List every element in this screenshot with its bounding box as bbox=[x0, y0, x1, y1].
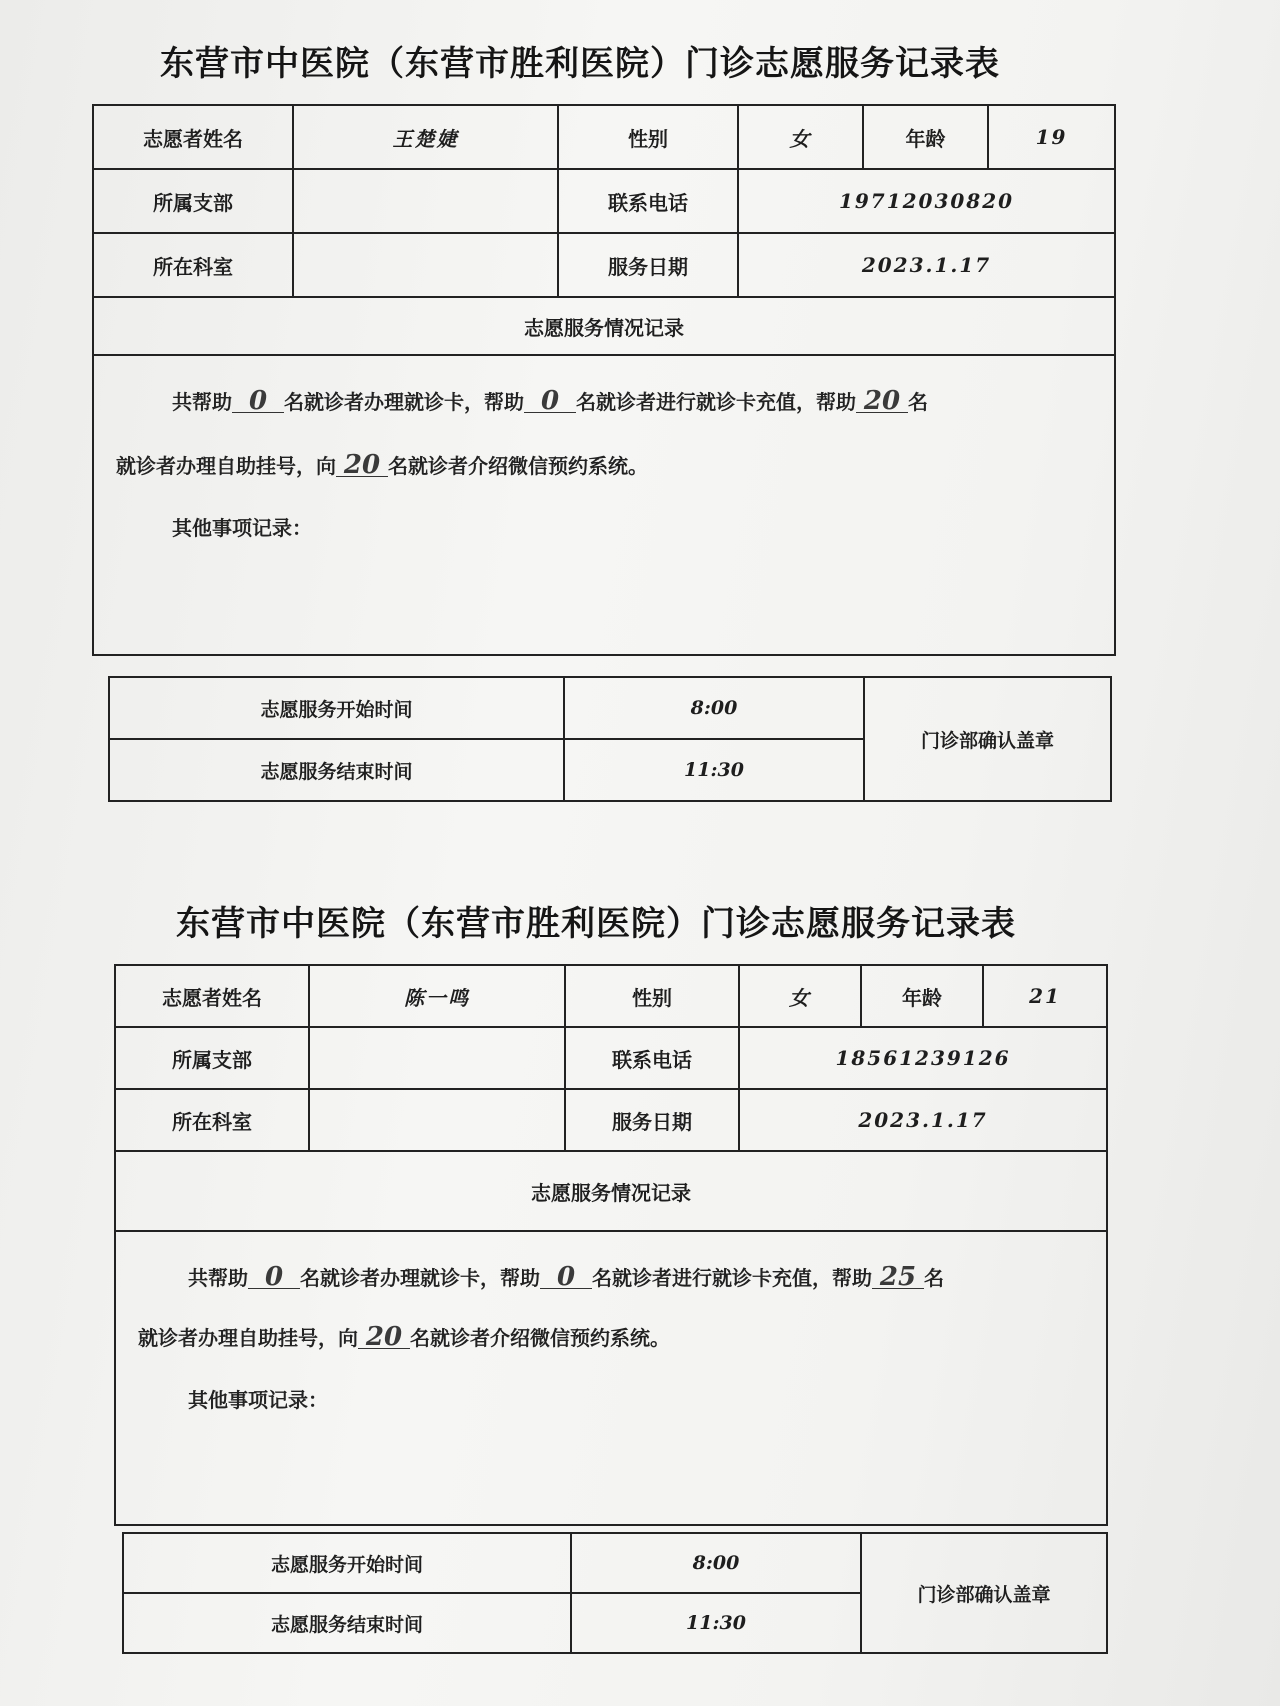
service-time-table bbox=[108, 676, 1112, 802]
phone-value: 18561239126 bbox=[739, 1027, 1107, 1089]
branch-value bbox=[293, 169, 558, 233]
self-registrations: 25 bbox=[872, 1266, 924, 1289]
record-line-1: 共帮助 0 名就诊者办理就诊卡，帮助 0 名就诊者进行就诊卡充值，帮助 25 名 bbox=[188, 1262, 944, 1292]
start-time-label: 志愿服务开始时间 bbox=[109, 677, 564, 739]
other-notes-label: 其他事项记录： bbox=[172, 516, 312, 540]
end-time-label: 志愿服务结束时间 bbox=[109, 739, 564, 801]
volunteer-info-table bbox=[114, 964, 1108, 1526]
date-value: 2023.1.17 bbox=[739, 1089, 1107, 1151]
gender-label: 性别 bbox=[558, 105, 738, 169]
gender-value: 女 bbox=[739, 965, 861, 1027]
section-heading: 志愿服务情况记录 bbox=[115, 1151, 1107, 1231]
phone-label: 联系电话 bbox=[565, 1027, 739, 1089]
section-heading: 志愿服务情况记录 bbox=[93, 297, 1115, 355]
gender-value: 女 bbox=[738, 105, 863, 169]
date-label: 服务日期 bbox=[565, 1089, 739, 1151]
form-title: 东营市中医院（东营市胜利医院）门诊志愿服务记录表 bbox=[176, 904, 1016, 944]
date-label: 服务日期 bbox=[558, 233, 738, 297]
department-label: 所在科室 bbox=[115, 1089, 309, 1151]
name-label: 志愿者姓名 bbox=[93, 105, 293, 169]
branch-label: 所属支部 bbox=[93, 169, 293, 233]
name-value: 王楚婕 bbox=[293, 105, 558, 169]
branch-label: 所属支部 bbox=[115, 1027, 309, 1089]
phone-label: 联系电话 bbox=[558, 169, 738, 233]
phone-value: 19712030820 bbox=[738, 169, 1115, 233]
wechat-intros: 20 bbox=[336, 454, 388, 477]
branch-value bbox=[309, 1027, 565, 1089]
department-value bbox=[293, 233, 558, 297]
department-value bbox=[309, 1089, 565, 1151]
start-time-label: 志愿服务开始时间 bbox=[123, 1533, 571, 1593]
age-value: 21 bbox=[983, 965, 1107, 1027]
start-time-value: 8:00 bbox=[564, 677, 864, 739]
service-record bbox=[115, 1231, 1107, 1525]
date-value: 2023.1.17 bbox=[738, 233, 1115, 297]
age-label: 年龄 bbox=[861, 965, 983, 1027]
age-value: 19 bbox=[988, 105, 1115, 169]
cards-issued: 0 bbox=[232, 390, 284, 413]
service-time-table bbox=[122, 1532, 1108, 1654]
name-label: 志愿者姓名 bbox=[115, 965, 309, 1027]
wechat-intros: 20 bbox=[358, 1326, 410, 1349]
card-recharges: 0 bbox=[540, 1266, 592, 1289]
stamp-label: 门诊部确认盖章 bbox=[864, 677, 1111, 801]
volunteer-info-table bbox=[92, 104, 1116, 656]
name-value: 陈一鸣 bbox=[309, 965, 565, 1027]
form-title: 东营市中医院（东营市胜利医院）门诊志愿服务记录表 bbox=[160, 44, 1000, 84]
cards-issued: 0 bbox=[248, 1266, 300, 1289]
end-time-value: 11:30 bbox=[571, 1593, 861, 1653]
end-time-value: 11:30 bbox=[564, 739, 864, 801]
end-time-label: 志愿服务结束时间 bbox=[123, 1593, 571, 1653]
card-recharges: 0 bbox=[524, 390, 576, 413]
self-registrations: 20 bbox=[856, 390, 908, 413]
record-line-2: 就诊者办理自助挂号，向 20 名就诊者介绍微信预约系统。 bbox=[116, 450, 648, 480]
start-time-value: 8:00 bbox=[571, 1533, 861, 1593]
other-notes-label: 其他事项记录： bbox=[188, 1388, 328, 1412]
service-record bbox=[93, 355, 1115, 655]
department-label: 所在科室 bbox=[93, 233, 293, 297]
record-line-2: 就诊者办理自助挂号，向 20 名就诊者介绍微信预约系统。 bbox=[138, 1322, 670, 1352]
age-label: 年龄 bbox=[863, 105, 988, 169]
gender-label: 性别 bbox=[565, 965, 739, 1027]
record-line-1: 共帮助 0 名就诊者办理就诊卡，帮助 0 名就诊者进行就诊卡充值，帮助 20 名 bbox=[172, 386, 928, 416]
stamp-label: 门诊部确认盖章 bbox=[861, 1533, 1107, 1653]
